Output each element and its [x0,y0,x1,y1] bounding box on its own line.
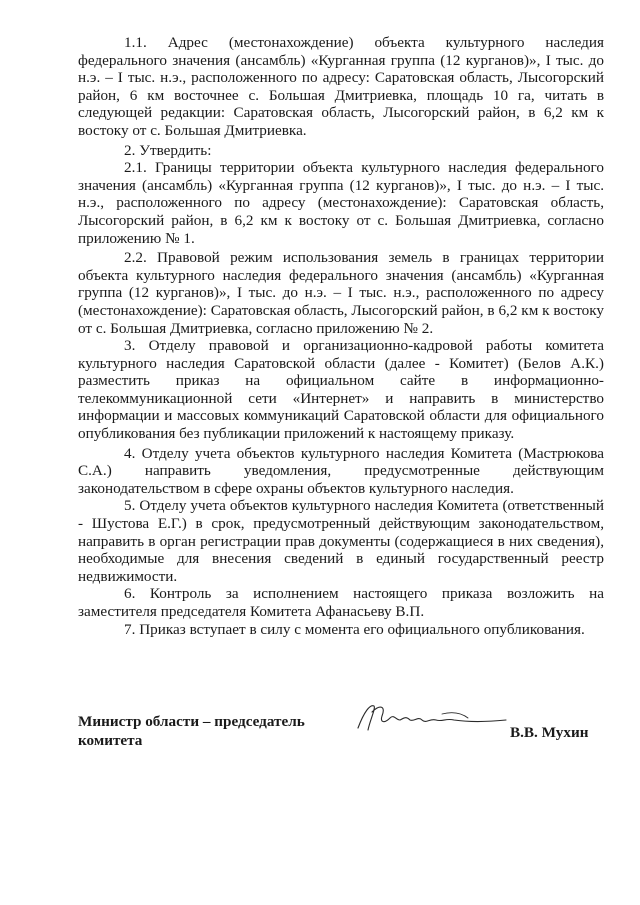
paragraph-2-2: 2.2. Правовой режим использования земель в границах территории объекта культурного наследия федерального значения (ансамбль) «Курганная группа (12 курганов)», I тыс. до н.э. – I тыс. н.э., расположенного по адресу (местонахождение): Саратовская область, Лысогорский район, в 6,2 км к востоку от с. Большая Дмитриевка, согласно приложению № 2. [78,249,604,337]
handwritten-signature [350,698,510,738]
paragraph-4: 4. Отделу учета объектов культурного наследия Комитета (Мастрюкова С.А.) направить уведомления, предусмотренные действующим законодательством в сфере охраны объектов культурного наследия. [78,444,604,497]
paragraph-2: 2. Утвердить: [124,141,212,159]
paragraph-6: 6. Контроль за исполнением настоящего приказа возложить на заместителя председателя Комитета Афанасьеву В.П. [78,585,604,620]
paragraph-7: 7. Приказ вступает в силу с момента его официального опубликования. [124,620,585,638]
signatory-title: Министр области – председатель комитета [78,713,305,749]
order-body [78,34,604,638]
paragraph-1-1: 1.1. Адрес (местонахождение) объекта культурного наследия федерального значения (ансамбль) «Курганная группа (12 курганов)», I тыс. до н.э. – I тыс. н.э., расположенного по адресу: Саратовская область, Лысогорский район, 6 км восточнее с. Большая Дмитриевка, площадь 10 га, читать в следующей редакции: Саратовская область, Лысогорский район, в 6,2 км к востоку от с. Большая Дмитриевка. [78,34,604,139]
signature-block [78,712,604,772]
paragraph-3: 3. Отделу правовой и организационно-кадровой работы комитета культурного наследия Саратовской области (далее - Комитет) (Белов А.К.) разместить приказ на официальном сайте в информационно-телекоммуникационной сети «Интернет» и направить в министерство информации и массовых коммуникаций Саратовской области для официального опубликования без публикации приложений к настоящему приказу. [78,337,604,443]
signatory-name: В.В. Мухин [510,724,589,741]
paragraph-5: 5. Отделу учета объектов культурного наследия Комитета (ответственный - Шустова Е.Г.) в срок, предусмотренный действующим законодательством, направить в орган регистрации прав документы (содержащиеся в них сведения), необходимые для внесения сведений в единый государственный реестр недвижимости. [78,497,604,585]
paragraph-2-1: 2.1. Границы территории объекта культурного наследия федерального значения (ансамбль) «Курганная группа (12 курганов)», I тыс. до н.э. – I тыс. н.э., расположенного по адресу (местонахождение): Саратовская область, Лысогорский район, в 6,2 км к востоку от с. Большая Дмитриевка, согласно приложению № 1. [78,159,604,247]
